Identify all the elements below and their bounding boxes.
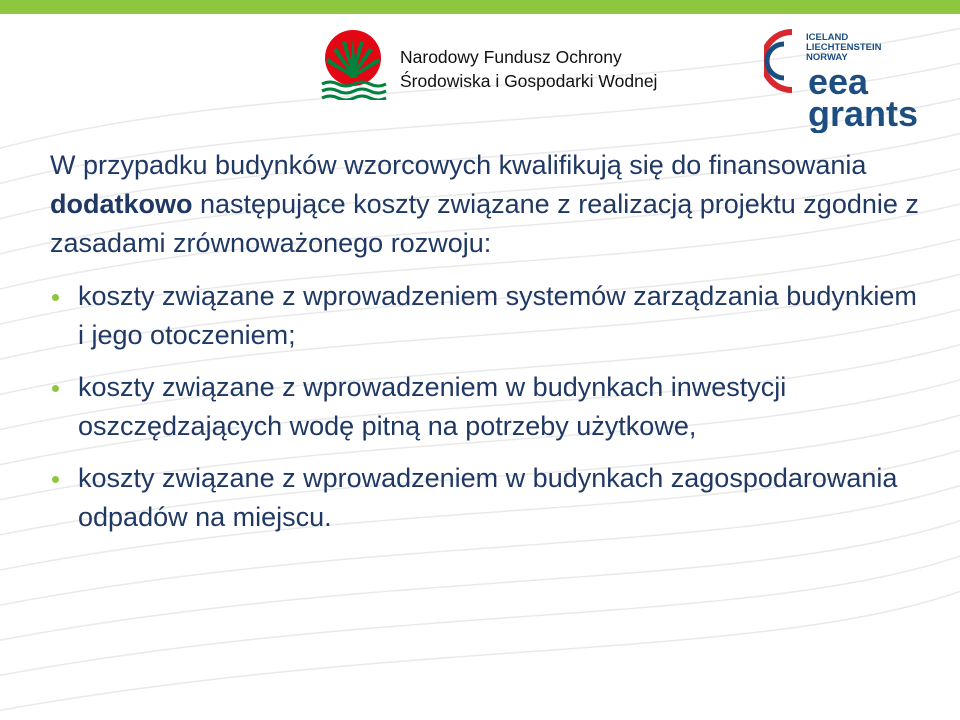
eea-country-liechtenstein: LIECHTENSTEIN [806,42,882,53]
eea-country-norway: NORWAY [806,52,848,63]
nfosigw-name [400,45,657,93]
nfosigw-name-line1: Narodowy Fundusz Ochrony [400,47,622,67]
grants-word: grants [808,93,919,133]
bullet-dot-icon [52,385,59,392]
nfosigw-logo [318,28,388,100]
slide-content [50,146,930,550]
cost-list [50,277,930,537]
intro-paragraph [50,146,930,263]
eea-word: eea [808,61,869,102]
nfosigw-name-line2: Środowiska i Gospodarki Wodnej [400,71,658,91]
intro-text-end: następujące koszty związane z realizacją projektu zgodnie z zasadami zrównoważonego rozwoju: [50,189,919,258]
eea-country-iceland: ICELAND [806,32,849,43]
intro-text-start: W przypadku budynków wzorcowych kwalifikują się do finansowania [50,150,867,180]
list-item [50,368,930,446]
list-item [50,459,930,537]
list-item-text: koszty związane z wprowadzeniem w budynkach zagospodarowania odpadów na miejscu. [78,463,898,532]
list-item-text: koszty związane z wprowadzeniem w budynkach inwestycji oszczędzających wodę pitną na potrzeby użytkowe, [78,372,787,441]
eea-logo-blue-arc [767,44,784,78]
eea-grants-logo [764,28,924,133]
top-accent-bar [0,0,960,14]
list-item [50,277,930,355]
intro-bold-word: dodatkowo [50,189,193,219]
list-item-text: koszty związane z wprowadzeniem systemów zarządzania budynkiem i jego otoczeniem; [78,281,917,350]
bullet-dot-icon [52,476,59,483]
bullet-dot-icon [52,294,59,301]
